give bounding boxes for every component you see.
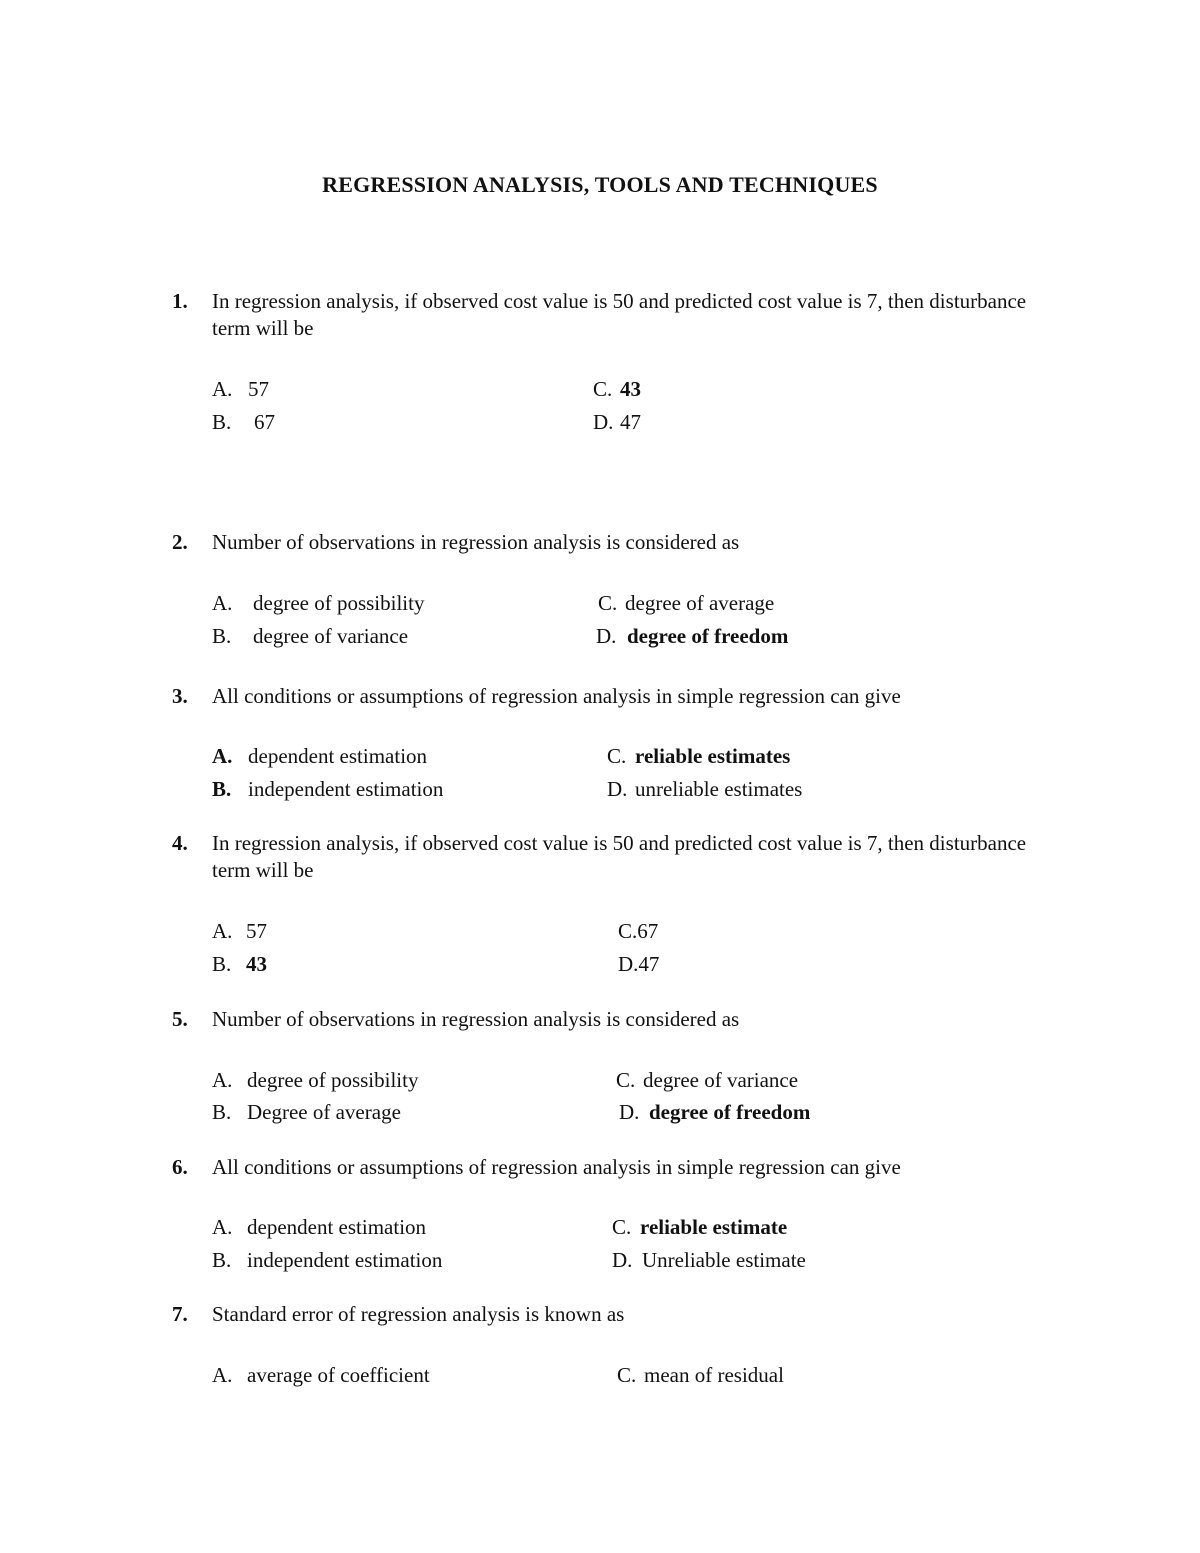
option-a: A. 57 [212,377,269,401]
question-text: Standard error of regression analysis is known as [212,1302,625,1326]
option-b: B. degree of variance [212,624,409,648]
option-b: B. Degree of average [212,1100,401,1124]
option-b-answer: B. 43 [212,952,267,976]
option-a: A. dependent estimation [212,744,428,768]
question-2 [172,529,1052,556]
option-d-answer: D. degree of freedom [619,1100,811,1124]
option-c: C. degree of average [598,591,775,615]
option-c-answer: C. reliable estimates [607,744,791,768]
option-b: B. independent estimation [212,777,444,801]
option-d-answer: D. degree of freedom [596,624,789,648]
option-c: C. mean of residual [617,1363,784,1387]
option-b: B. independent estimation [212,1248,443,1272]
question-text: All conditions or assumptions of regression analysis in simple regression can give [212,684,901,708]
option-c: C.67 [618,919,659,943]
question-text: In regression analysis, if observed cost value is 50 and predicted cost value is 7, then disturbance term will be [212,289,1027,340]
option-b: B. 67 [212,410,275,434]
question-number: 7. [172,1302,188,1326]
option-d: D. Unreliable estimate [612,1248,806,1272]
question-text: All conditions or assumptions of regression analysis in simple regression can give [212,1155,901,1179]
question-text: In regression analysis, if observed cost value is 50 and predicted cost value is 7, then disturbance term will be [212,831,1027,882]
option-a: A. degree of possibility [212,591,425,615]
question-1 [172,288,1052,342]
question-number: 5. [172,1007,188,1031]
option-c-answer: C. 43 [593,377,641,401]
question-number: 3. [172,684,188,708]
option-d: D.47 [618,952,660,976]
question-text: Number of observations in regression analysis is considered as [212,530,740,554]
question-number: 2. [172,530,188,554]
question-5 [172,1006,1052,1033]
option-a: A. 57 [212,919,267,943]
option-c-answer: C. reliable estimate [612,1215,788,1239]
option-d: D. 47 [593,410,641,434]
question-6 [172,1154,1052,1181]
option-a: A. degree of possibility [212,1068,419,1092]
question-number: 6. [172,1155,188,1179]
question-number: 1. [172,289,188,313]
question-text: Number of observations in regression analysis is considered as [212,1007,740,1031]
document-title: REGRESSION ANALYSIS, TOOLS AND TECHNIQUES [322,172,878,197]
option-a: A. dependent estimation [212,1215,427,1239]
question-3 [172,683,1052,710]
option-a: A. average of coefficient [212,1363,430,1387]
question-7 [172,1301,1052,1328]
option-c: C. degree of variance [616,1068,799,1092]
question-number: 4. [172,831,188,855]
question-4 [172,830,1052,884]
option-d: D. unreliable estimates [607,777,803,801]
